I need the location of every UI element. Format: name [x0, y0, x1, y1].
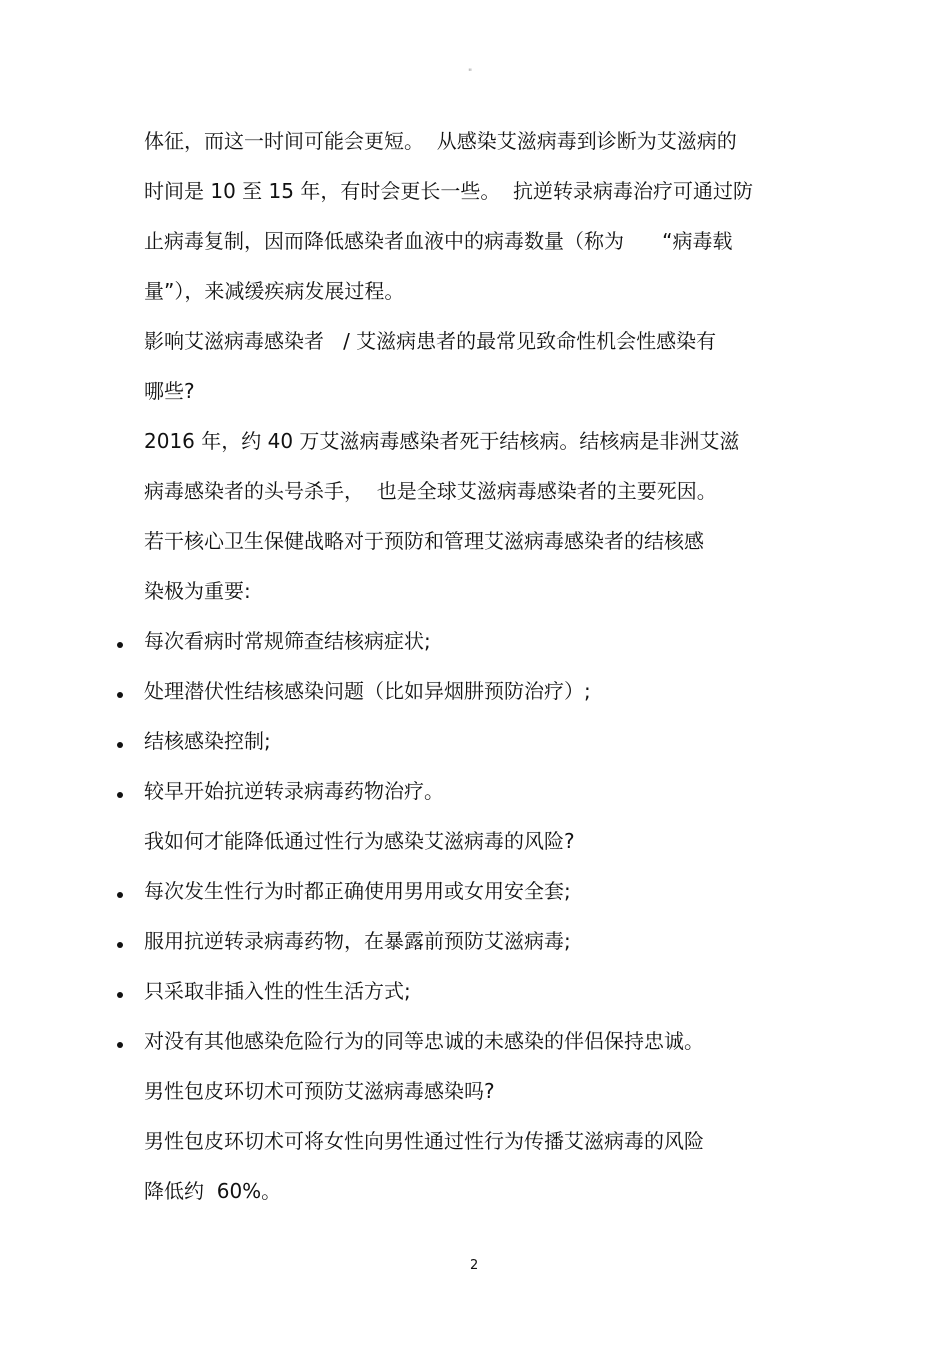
text-line: 染极为重要: — [144, 579, 251, 603]
header-mark: " — [468, 68, 473, 78]
list-item: 较早开始抗逆转录病毒药物治疗。 — [144, 779, 444, 803]
bullet-icon — [117, 642, 123, 648]
text-line: 量”），来减缓疾病发展过程。 — [144, 279, 405, 303]
text-line: 男性包皮环切术可预防艾滋病毒感染吗? — [144, 1079, 495, 1103]
list-item: 只采取非插入性的性生活方式; — [144, 979, 411, 1003]
list-item: 对没有其他感染危险行为的同等忠诚的未感染的伴侣保持忠诚。 — [144, 1029, 704, 1053]
list-item: 结核感染控制; — [144, 729, 271, 753]
bullet-icon — [117, 792, 123, 798]
text-line: 哪些? — [144, 379, 195, 403]
text-line: 体征，而这一时间可能会更短。 从感染艾滋病毒到诊断为艾滋病的 — [144, 129, 737, 153]
list-item: 服用抗逆转录病毒药物，在暴露前预防艾滋病毒; — [144, 929, 571, 953]
text-line: 若干核心卫生保健战略对于预防和管理艾滋病毒感染者的结核感 — [144, 529, 704, 553]
text-line: 止病毒复制，因而降低感染者血液中的病毒数量（称为 “病毒载 — [144, 229, 733, 253]
bullet-icon — [117, 992, 123, 998]
bullet-icon — [117, 1042, 123, 1048]
bullet-icon — [117, 692, 123, 698]
bullet-icon — [117, 742, 123, 748]
text-line: 2016 年，约 40 万艾滋病毒感染者死于结核病。结核病是非洲艾滋 — [144, 429, 740, 453]
text-line: 男性包皮环切术可将女性向男性通过性行为传播艾滋病毒的风险 — [144, 1129, 704, 1153]
list-item: 每次看病时常规筛查结核病症状; — [144, 629, 431, 653]
bullet-icon — [117, 892, 123, 898]
list-item: 每次发生性行为时都正确使用男用或女用安全套; — [144, 879, 571, 903]
list-item: 处理潜伏性结核感染问题（比如异烟肼预防治疗）; — [144, 679, 591, 703]
bullet-icon — [117, 942, 123, 948]
text-line: 时间是 10 至 15 年，有时会更长一些。 抗逆转录病毒治疗可通过防 — [144, 179, 754, 203]
page-number: 2 — [470, 1258, 479, 1273]
text-line: 影响艾滋病毒感染者 / 艾滋病患者的最常见致命性机会性感染有 — [144, 329, 717, 353]
text-line: 我如何才能降低通过性行为感染艾滋病毒的风险? — [144, 829, 575, 853]
text-line: 病毒感染者的头号杀手， 也是全球艾滋病毒感染者的主要死因。 — [144, 479, 717, 503]
text-line: 降低约 60%。 — [144, 1179, 282, 1203]
